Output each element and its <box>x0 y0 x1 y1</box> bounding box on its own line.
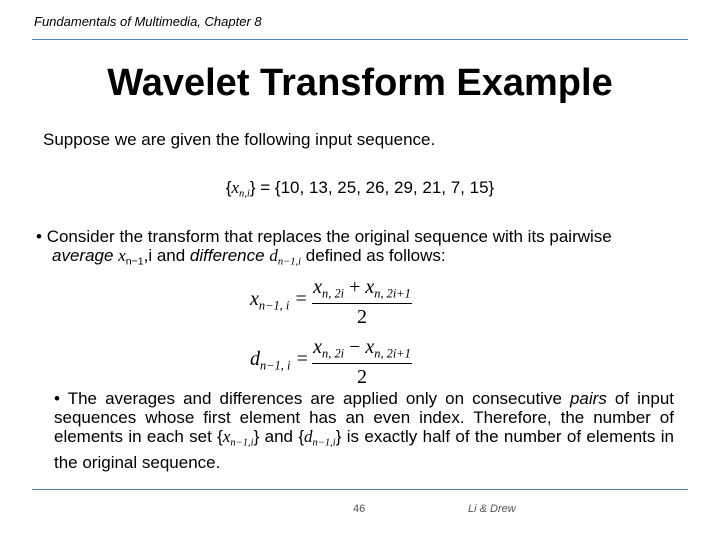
input-sequence <box>0 178 720 200</box>
bullet-marker: • <box>36 227 47 246</box>
formula-difference-lhs <box>250 348 309 373</box>
bullet-pairs-explanation <box>54 389 674 472</box>
var-x: x <box>118 246 126 265</box>
sub-x: n−1 <box>125 255 144 268</box>
formula-difference-lhs-var: d <box>250 348 260 370</box>
fa-op: + <box>344 276 366 298</box>
bullet-pairwise-transform <box>36 227 686 272</box>
formula-difference-denominator: 2 <box>357 366 367 389</box>
bullet1-text-1: Consider the transform that replaces the original sequence with its pairwise <box>46 227 612 246</box>
footer-divider <box>32 489 688 490</box>
sequence-sub: n,i <box>239 188 250 200</box>
sub-d: n−1,i <box>312 437 336 449</box>
footer-authors: Li & Drew <box>468 503 516 515</box>
sequence-open-brace: { <box>225 178 232 197</box>
fd-op: − <box>344 336 366 358</box>
fd-num-a-sub: n, 2i <box>322 346 345 361</box>
var-x: x <box>222 427 231 446</box>
fa-num-b: x <box>365 276 375 298</box>
formula-average-eq: = <box>289 288 308 310</box>
fraction-bar <box>312 303 412 304</box>
header-course-title: Fundamentals of Multimedia, Chapter 8 <box>34 14 262 29</box>
formula-average-lhs <box>250 288 308 313</box>
intro-text: Suppose we are given the following input sequence. <box>43 130 436 149</box>
fa-num-a-sub: n, 2i <box>322 286 345 301</box>
bullet2-text-3: } and { <box>253 427 305 446</box>
bullet1-line2 <box>36 246 686 272</box>
footer-page-number: 46 <box>353 503 366 515</box>
formula-average-lhs-sub: n−1, i <box>258 298 290 313</box>
bullet2-text-2: of input sequences whose first element has an even index. Therefore, the number of elements in each set { <box>54 389 674 446</box>
fa-num-b-sub: n, 2i+1 <box>374 286 411 301</box>
slide-title: Wavelet Transform Example <box>107 62 613 104</box>
pairs-word: pairs <box>569 389 607 408</box>
formula-difference-eq: = <box>290 348 309 370</box>
bullet-marker: • <box>54 389 68 408</box>
formula-average-lhs-var: x <box>250 288 259 310</box>
bullet2-text-4: } is exactly half of the number of elements in the original sequence. <box>54 427 674 472</box>
var-d: d <box>269 246 278 265</box>
fd-num-a: x <box>313 336 323 358</box>
var-d: d <box>304 427 313 446</box>
sequence-close-eq: } = <box>249 178 275 197</box>
formula-difference-numerator <box>312 336 412 361</box>
average-word: average <box>52 246 114 265</box>
fa-num-a: x <box>313 276 323 298</box>
sequence-values: {10, 13, 25, 26, 29, 21, 7, 15} <box>274 178 495 197</box>
sub-d: n−1,i <box>277 256 302 268</box>
fraction-bar <box>312 363 412 364</box>
formula-difference-lhs-sub: n−1, i <box>260 358 291 373</box>
sub-x: n−1,i <box>230 437 254 449</box>
bullet2-text-1: The averages and differences are applied only on consecutive <box>67 389 562 408</box>
formula-difference-fraction <box>312 336 412 389</box>
header-divider <box>32 39 688 40</box>
formula-average-numerator <box>312 276 412 301</box>
formula-average-denominator: 2 <box>357 306 367 329</box>
bullet1-text-3: defined as follows: <box>301 246 446 265</box>
fd-num-b: x <box>365 336 375 358</box>
formula-average-fraction <box>312 276 412 329</box>
difference-word: difference <box>189 246 265 265</box>
sequence-var: x <box>231 178 240 197</box>
bullet1-text-2: ,i and <box>143 246 186 265</box>
fd-num-b-sub: n, 2i+1 <box>374 346 411 361</box>
